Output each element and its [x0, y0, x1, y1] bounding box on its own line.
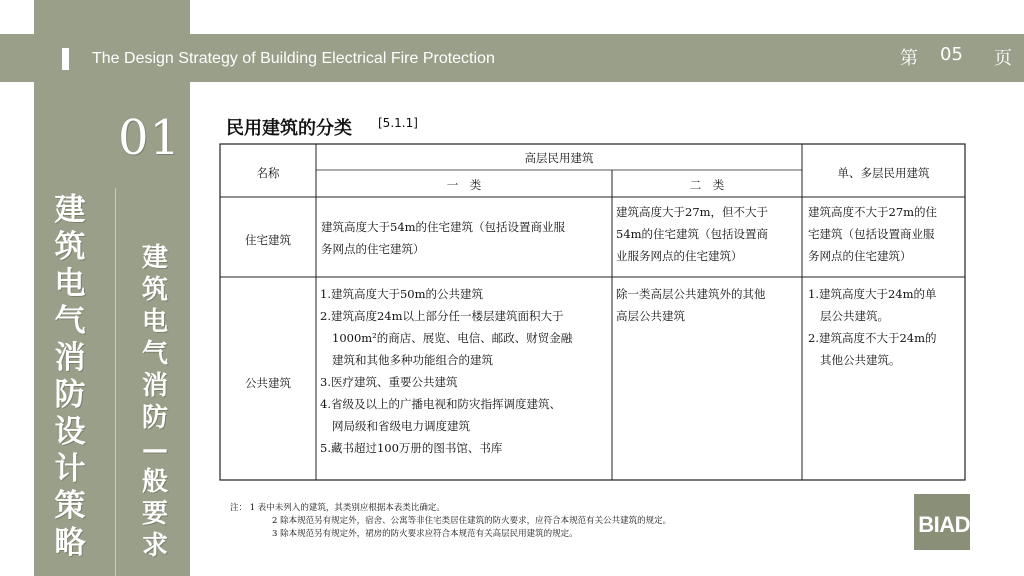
cell-line: 宅建筑（包括设置商业服: [808, 227, 935, 241]
residential-class2: [616, 201, 802, 267]
cell-line: 其他公共建筑。: [820, 353, 901, 367]
cell-line: 1.建筑高度大于24m的单: [808, 287, 937, 301]
cell-line: 建筑高度不大于27m的住: [808, 205, 938, 219]
cell-line: 1000m²的商店、展览、电信、邮政、财贸金融: [332, 331, 573, 345]
vertical-title-char: 消: [141, 371, 168, 401]
header-class1: 一 类: [446, 178, 482, 192]
cell-line: 建筑高度大于54m的住宅建筑（包括设置商业服: [321, 220, 566, 234]
cell-line: 5.藏书超过100万册的图书馆、书库: [320, 441, 503, 455]
vertical-title-char: 筑: [54, 229, 86, 265]
cell-line: 层公共建筑。: [820, 309, 889, 323]
vertical-title-char: 防: [54, 377, 86, 413]
cell-line: 建筑高度大于27m，但不大于: [616, 205, 769, 219]
vertical-title-char: 筑: [141, 275, 168, 305]
cell-line: 除一类高层公共建筑外的其他: [616, 287, 766, 301]
public-class2: [616, 283, 802, 327]
vertical-title-char: 策: [54, 488, 86, 524]
page-number-value: 05: [940, 44, 963, 65]
section-number: 01: [118, 110, 182, 166]
page-prefix: 第: [900, 48, 918, 69]
header-name: 名称: [256, 166, 280, 180]
note-line: 3 除本规范另有规定外，裙房的防火要求应符合本规范有关高层民用建筑的规定。: [272, 529, 578, 539]
section-reference: [5.1.1]: [378, 116, 418, 130]
logo-text: BIAD: [918, 512, 970, 537]
public-class1: [320, 283, 612, 459]
header-low-rise: 单、多层民用建筑: [837, 166, 930, 180]
cell-line: 54m的住宅建筑（包括设置商: [616, 227, 769, 241]
vertical-title-char: 电: [141, 307, 168, 337]
vertical-title-char: 建: [54, 192, 86, 228]
vertical-title-char: 计: [54, 451, 86, 487]
vertical-title-char: 设: [54, 414, 86, 450]
note-line: 2 除本规范另有规定外，宿舍、公寓等非住宅类居住建筑的防火要求，应符合本规范有关公共建筑的规定。: [272, 516, 672, 526]
row-name-public: 公共建筑: [245, 376, 291, 390]
cell-line: 业服务网点的住宅建筑）: [616, 249, 743, 263]
page-suffix: 页: [994, 48, 1012, 69]
cell-line: 4.省级及以上的广播电视和防灾指挥调度建筑、: [320, 397, 561, 411]
residential-class1: [321, 216, 611, 260]
vertical-title-char: 般: [141, 467, 168, 497]
vertical-title-char: 防: [141, 403, 168, 433]
cell-line: 2.建筑高度24m以上部分任一楼层建筑面积大于: [320, 309, 564, 323]
vertical-title-char: 电: [54, 266, 86, 302]
vertical-title-char: 消: [54, 340, 86, 376]
cell-line: 2.建筑高度不大于24m的: [808, 331, 937, 345]
cell-line: 网局级和省级电力调度建筑: [332, 419, 470, 433]
vertical-title-char: 要: [141, 499, 168, 529]
section-title: 民用建筑的分类: [226, 118, 352, 139]
cell-line: 3.医疗建筑、重要公共建筑: [320, 375, 458, 389]
cell-line: 建筑和其他多种功能组合的建筑: [332, 353, 493, 367]
residential-low-rise: [808, 201, 965, 267]
vertical-title-char: 略: [54, 525, 86, 561]
cell-line: 务网点的住宅建筑）: [321, 242, 425, 256]
cell-line: 务网点的住宅建筑）: [808, 249, 912, 263]
vertical-title-char: 求: [141, 531, 168, 561]
vertical-title-char: 气: [54, 303, 86, 339]
vertical-title-char: 建: [141, 243, 168, 273]
header-high-rise: 高层民用建筑: [524, 151, 594, 165]
cell-line: 1.建筑高度大于50m的公共建筑: [320, 287, 484, 301]
header-class2: 二 类: [689, 178, 725, 192]
public-low-rise: [808, 283, 965, 371]
header-title: The Design Strategy of Building Electrical Fire Protection: [92, 50, 495, 67]
cell-line: 高层公共建筑: [616, 309, 685, 323]
table-notes: [230, 502, 671, 541]
note-line: 注： 1 表中未列入的建筑，其类别应根据本表类比确定。: [230, 503, 445, 513]
biad-logo: [914, 494, 970, 550]
vertical-title-char: —: [142, 435, 168, 465]
vertical-title-char: 气: [141, 339, 168, 369]
row-name-residential: 住宅建筑: [245, 233, 291, 247]
